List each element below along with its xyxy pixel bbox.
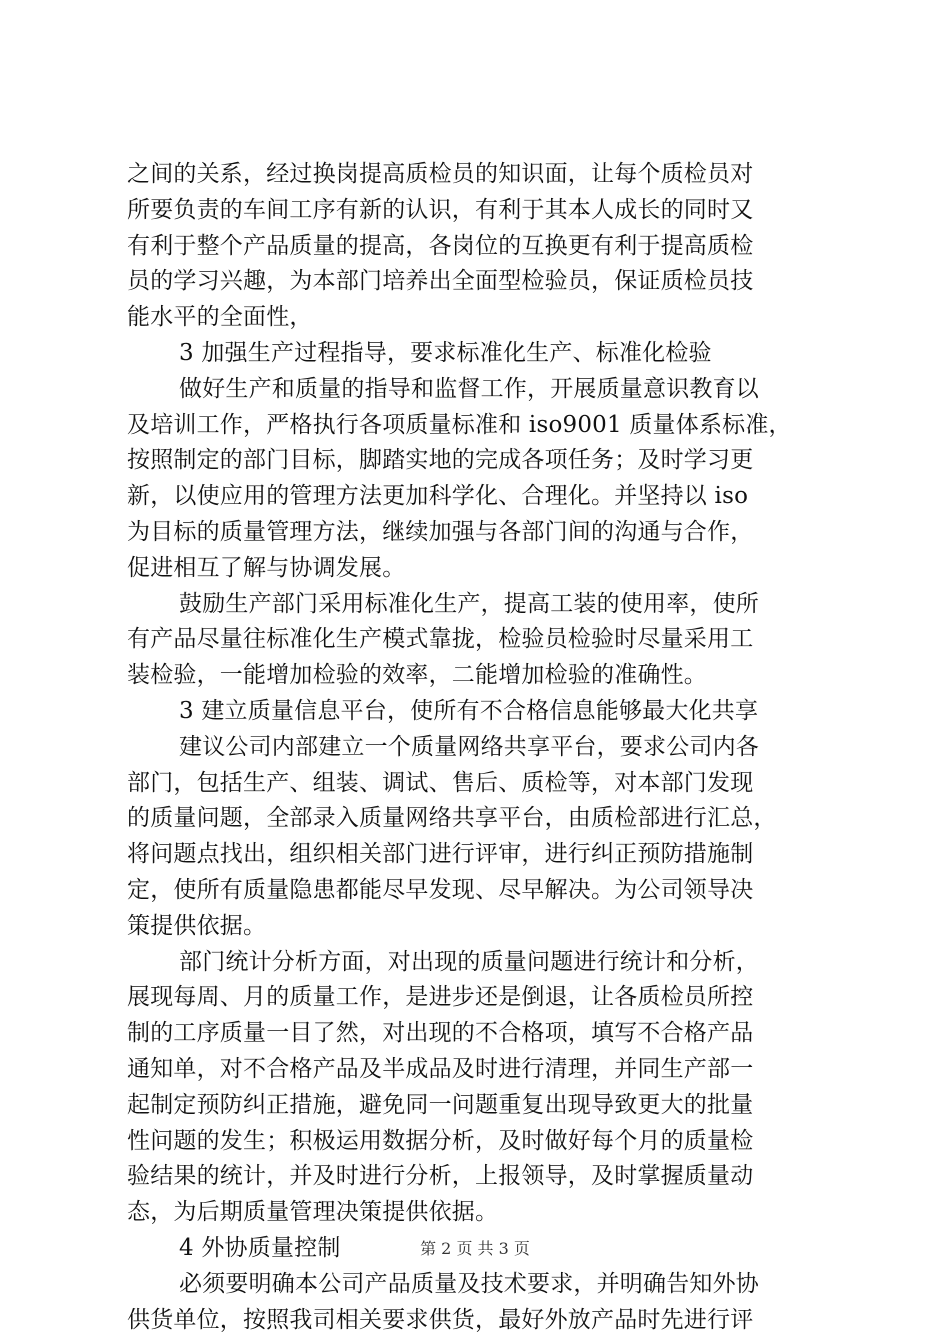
text-line: 定，使所有质量隐患都能尽早发现、尽早解决。为公司领导决 (127, 876, 754, 903)
text-line: 及培训工作，严格执行各项质量标准和 iso9001 质量体系标准， (127, 411, 792, 438)
text-line: 3 建立质量信息平台，使所有不合格信息能够最大化共享 (179, 697, 759, 724)
text-line: 有利于整个产品质量的提高，各岗位的互换更有利于提高质检 (127, 232, 754, 259)
text-line: 所要负责的车间工序有新的认识，有利于其本人成长的同时又 (127, 196, 754, 223)
text-line: 鼓励生产部门采用标准化生产，提高工装的使用率，使所 (179, 590, 759, 617)
text-line: 制的工序质量一目了然，对出现的不合格项，填写不合格产品 (127, 1020, 754, 1047)
text-line: 的质量问题，全部录入质量网络共享平台，由质检部进行汇总， (127, 805, 777, 832)
text-line: 性问题的发生；积极运用数据分析，及时做好每个月的质量检 (127, 1127, 754, 1154)
text-line: 3 加强生产过程指导，要求标准化生产、标准化检验 (179, 339, 712, 366)
text-line: 建议公司内部建立一个质量网络共享平台，要求公司内各 (179, 733, 759, 760)
text-line: 必须要明确本公司产品质量及技术要求，并明确告知外协 (179, 1270, 759, 1297)
text-line: 促进相互了解与协调发展。 (127, 554, 406, 581)
document-body (127, 157, 837, 1338)
text-line: 策提供依据。 (127, 912, 267, 939)
text-line: 能水平的全面性， (127, 304, 313, 331)
text-line: 态，为后期质量管理决策提供依据。 (127, 1199, 499, 1226)
text-line: 员的学习兴趣，为本部门培养出全面型检验员，保证质检员技 (127, 268, 754, 295)
text-line: 部门统计分析方面，对出现的质量问题进行统计和分析， (179, 948, 759, 975)
text-line: 通知单，对不合格产品及半成品及时进行清理，并同生产部一 (127, 1055, 754, 1082)
text-line: 起制定预防纠正措施，避免同一问题重复出现导致更大的批量 (127, 1091, 754, 1118)
text-line: 部门，包括生产、组装、调试、售后、质检等，对本部门发现 (127, 769, 754, 796)
text-line: 做好生产和质量的指导和监督工作，开展质量意识教育以 (179, 375, 759, 402)
text-line: 展现每周、月的质量工作，是进步还是倒退，让各质检员所控 (127, 984, 754, 1011)
text-line: 供货单位，按照我司相关要求供货，最好外放产品时先进行评 (127, 1306, 754, 1333)
text-line: 装检验，一能增加检验的效率，二能增加检验的准确性。 (127, 662, 707, 689)
text-line: 4 外协质量控制 (179, 1234, 341, 1261)
page-footer: 第 2 页 共 3 页 (420, 1239, 530, 1258)
text-line: 验结果的统计，并及时进行分析，上报领导，及时掌握质量动 (127, 1163, 754, 1190)
text-line: 将问题点找出，组织相关部门进行评审，进行纠正预防措施制 (127, 841, 754, 868)
text-line: 为目标的质量管理方法，继续加强与各部门间的沟通与合作， (127, 518, 754, 545)
text-line: 有产品尽量往标准化生产模式靠拢，检验员检验时尽量采用工 (127, 626, 754, 653)
text-line: 之间的关系，经过换岗提高质检员的知识面，让每个质检员对 (127, 161, 754, 187)
text-line: 新，以使应用的管理方法更加科学化、合理化。并坚持以 iso (127, 483, 749, 510)
text-line: 按照制定的部门目标，脚踏实地的完成各项任务；及时学习更 (127, 447, 754, 474)
